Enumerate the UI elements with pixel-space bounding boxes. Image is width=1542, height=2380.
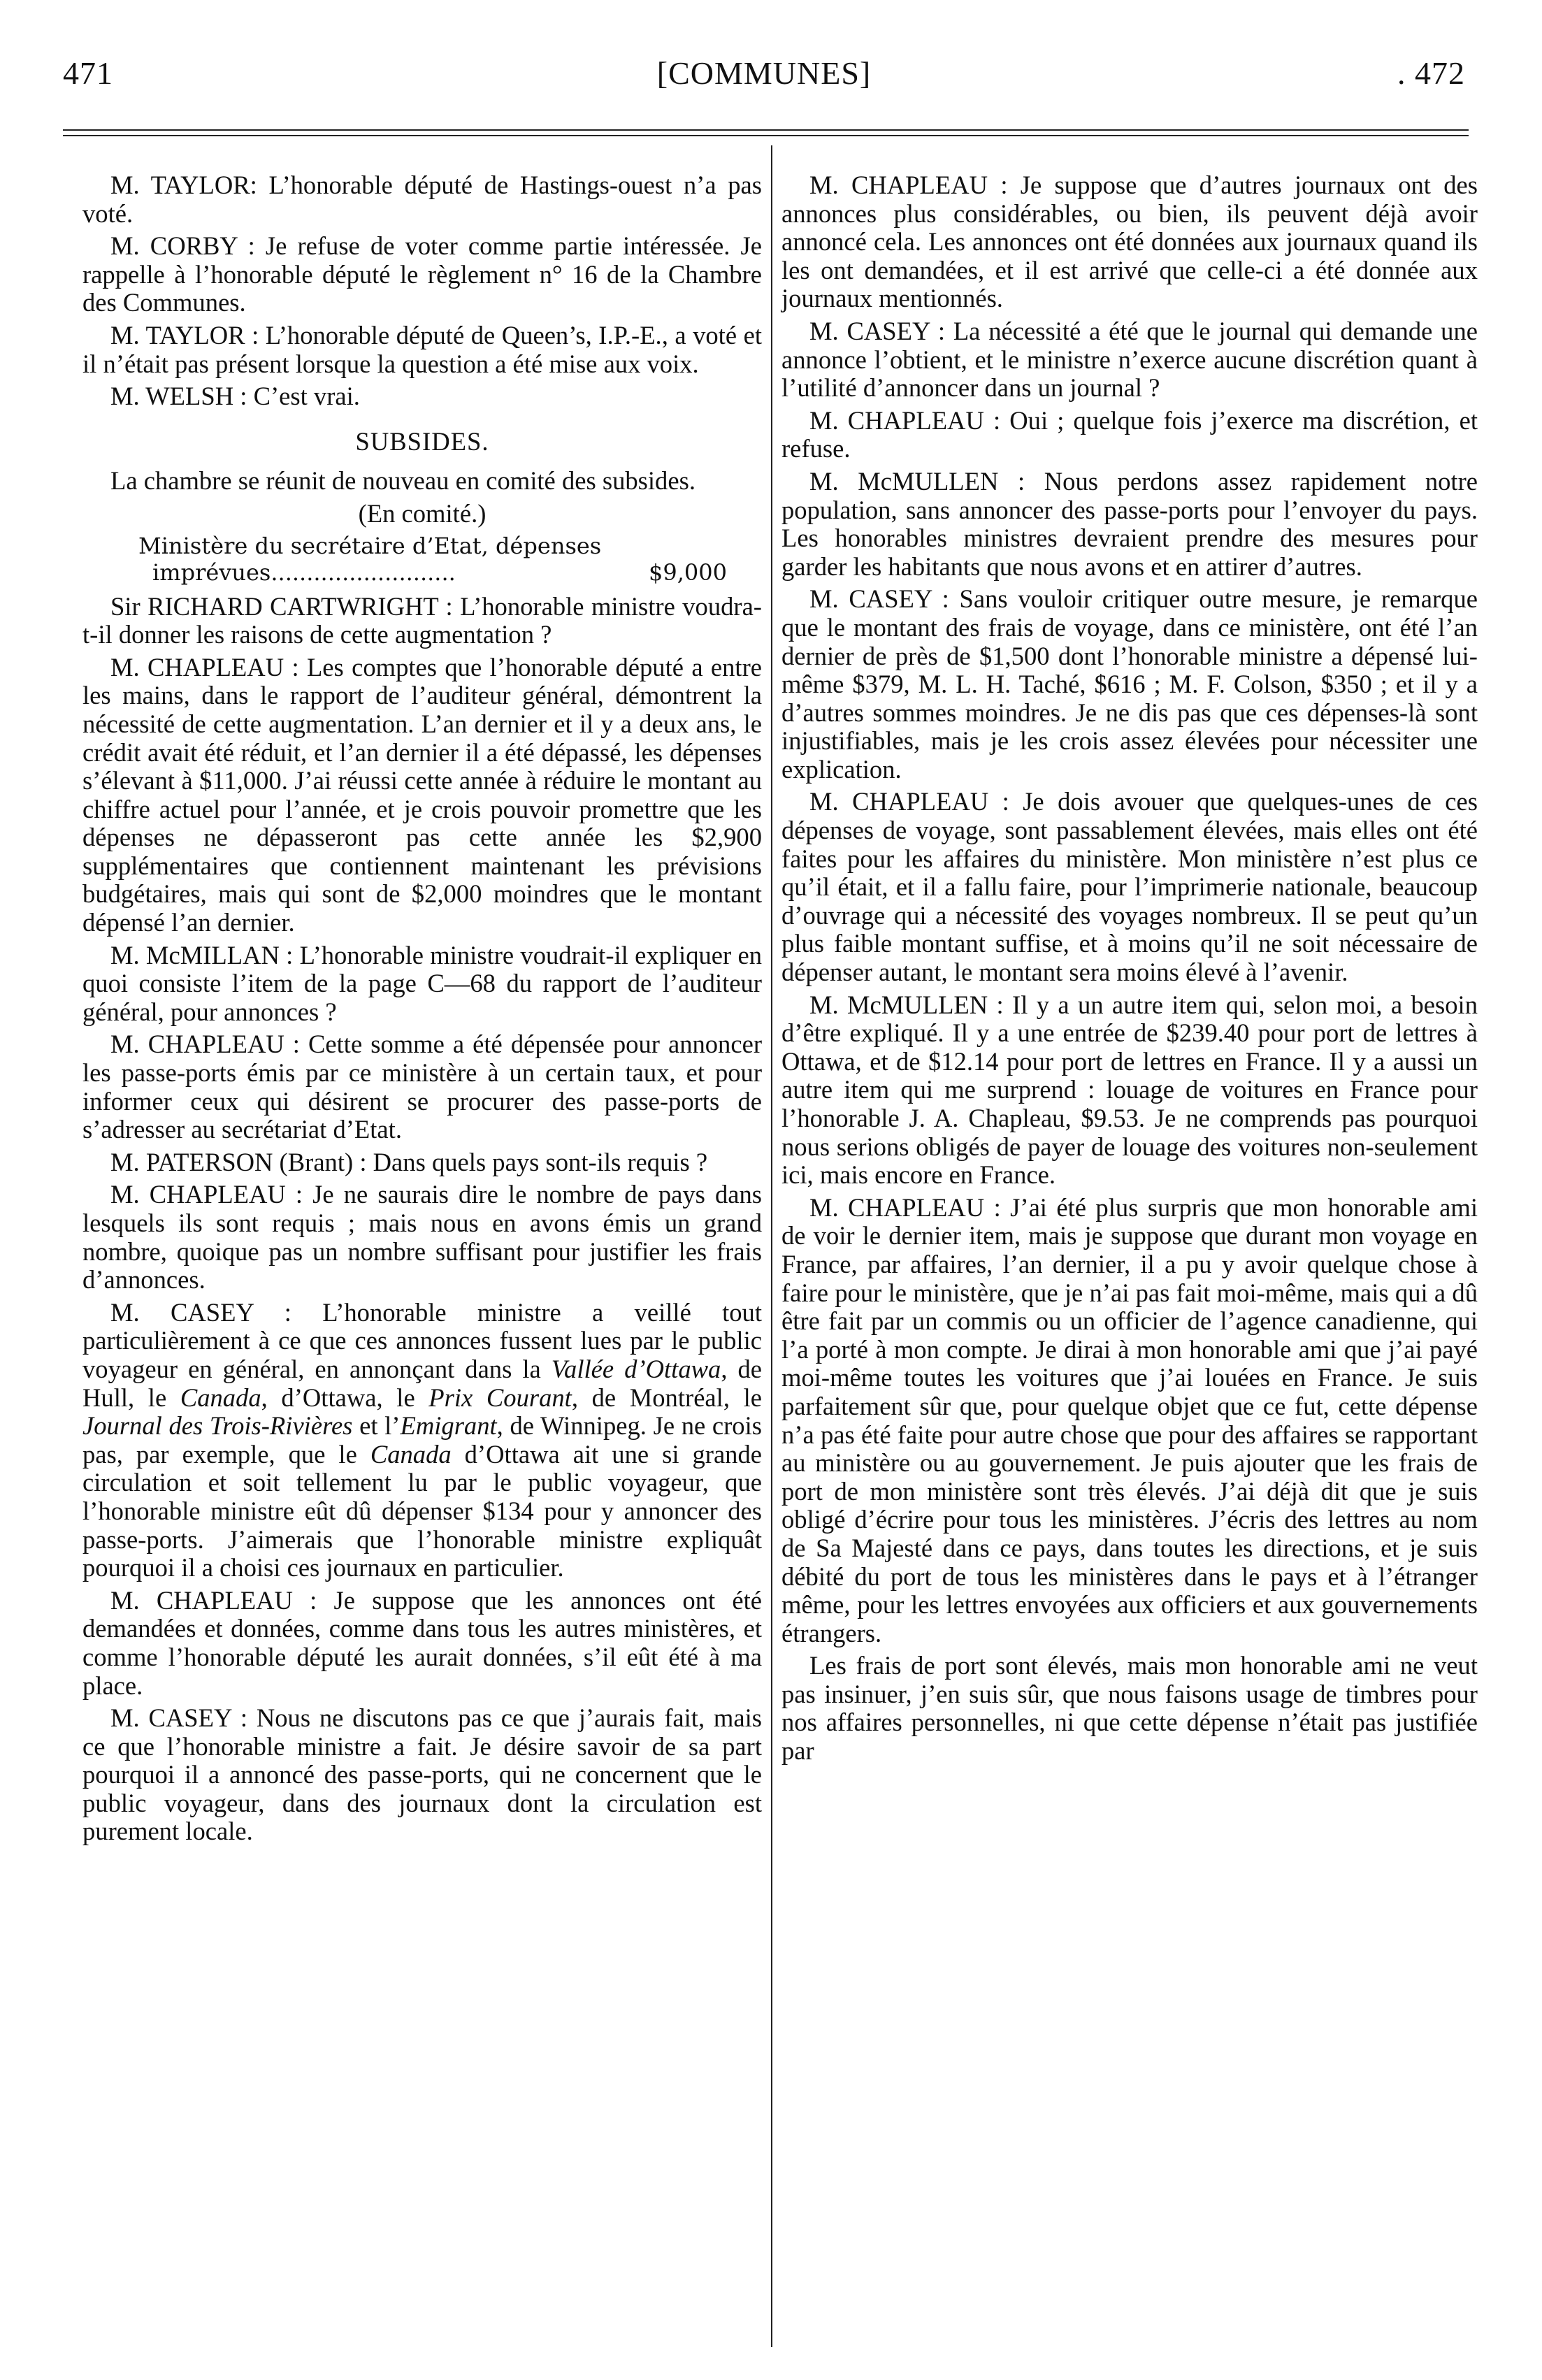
newspaper-title: Canada	[370, 1439, 452, 1469]
running-title: [COMMUNES]	[656, 55, 872, 91]
text-run: , de Hull, le	[82, 1354, 763, 1412]
budget-item-subtitle	[138, 559, 762, 586]
paragraph: M. McMULLEN : Nous perdons assez rapidement notre population, sans annoncer des passe-ports pour l’envoyer du pays. Les honorables ministres devraient prendre des mesures pour garder les habitants que nous avons et en attirer d’autres.	[781, 466, 1478, 581]
left-column	[82, 171, 762, 1850]
text-run: d’Ottawa ait une si grande circulation et soit tellement lu par le public voyageur, que l’honorable ministre eût dû dépenser $134 pour y annoncer des passe-ports. J’aimerais que l’honorable ministre expliquât pourquoi il a choisi ces journaux en particulier.	[82, 1439, 762, 1582]
paragraph: M. CHAPLEAU : Les comptes que l’honorable député a entre les mains, dans le rapport de l’auditeur général, démontrent la nécessité de cette augmentation. L’an dernier et il y a deux ans, le crédit avait été réduit, et l’an dernier il a été dépassé, les dépenses s’élevant à $11,000. J’ai réussi cette année à réduire le montant au chiffre actuel pour l’année, et je crois pouvoir promettre que les dépenses ne dépasseront pas cette année les $2,900 supplémentaires que contiennent maintenant les prévisions budgétaires, mais qui sont de $2,000 moindres que le montant dépensé l’an dernier.	[82, 652, 762, 937]
newspaper-title: Canada	[180, 1383, 261, 1412]
budget-item-title: Ministère du secrétaire d’Etat, dépenses	[138, 532, 602, 559]
newspaper-title: Vallée d’Ottawa	[551, 1354, 721, 1383]
text-run: M. CASEY : L’honorable ministre a veillé tout particulièrement à ce que ces annonces fussent lues par le public voyageur en général, en annonçant dans la	[82, 1297, 762, 1383]
committee-note: (En comité.)	[358, 498, 487, 528]
text-run: , d’Ottawa, le	[261, 1383, 429, 1412]
newspaper-title: Emigrant	[400, 1411, 497, 1441]
page-number-right: . 472	[1397, 55, 1465, 91]
paragraph: M. CHAPLEAU : J’ai été plus surpris que mon honorable ami de voir le dernier item, mais je suppose que durant mon voyage en France, par affaires, l’an dernier, il a pu y avoir quelque chose à faire pour le ministère, que je n’ai pas fait moi-même, mais qui a dû être fait par un commis ou un officier de l’agence canadienne, qui l’a porté à mon compte. Je dirai à mon honorable ami que j’ai payé moi-même toutes les voitures que j’ai louées en France. Je suis parfaitement sûr que, pour quelque objet que ce fut, cette dépense n’a pas été faite pour autre chose que pour des affaires se rapportant au ministère ou au gouvernement. Je puis ajouter que les frais de port de mon ministère sont très élevés. J’ai déjà dit que je suis obligé d’écrire pour tous les ministères. J’écris des lettres au nom de Sa Majesté dans ce pays, dans toutes les directions, et je suis débité du port de tous les ministères dans le pays et à l’étranger même, pour les lettres envoyées aux officiers et aux gouvernements étrangers.	[781, 1192, 1478, 1647]
text-run: , de Winnipeg. Je ne crois pas, par exemple, que le	[82, 1411, 762, 1469]
paragraph: M. PATERSON (Brant) : Dans quels pays sont-ils requis ?	[110, 1147, 708, 1176]
budget-item-label: imprévues..........................	[152, 558, 456, 586]
paragraph: M. CHAPLEAU : Je suppose que les annonces ont été demandées et données, comme dans tous les autres ministères, et comme l’honorable député les aurait données, s’il eût été à ma place.	[82, 1585, 762, 1700]
paragraph: M. CHAPLEAU : Je dois avouer que quelques-unes de ces dépenses de voyage, sont passablement élevées, mais elles ont été faites pour les affaires du ministère. Mon ministère n’est plus ce qu’il était, et il a fallu faire, pour l’imprimerie nationale, beaucoup d’ouvrage qui a nécessité des voyages nombreux. Il se peut qu’un plus faible montant suffise, et à moins qu’il ne soit nécessaire de dépenser autant, le montant sera moins élevé à l’avenir.	[781, 787, 1478, 987]
budget-item	[82, 533, 762, 586]
budget-item-amount: $9,000	[649, 558, 727, 586]
paragraph: Sir RICHARD CARTWRIGHT : L’honorable ministre voudra-t-il donner les raisons de cette augmentation ?	[82, 591, 762, 649]
paragraph: M. CASEY : Nous ne discutons pas ce que j’aurais fait, mais ce que l’honorable ministre a fait. Je désire savoir de sa part pourquoi il a annoncé des passe-ports, qui ne concernent que le public voyageur, dans des journaux dont la circulation est purement locale.	[82, 1703, 762, 1846]
paragraph: M. CORBY : Je refuse de voter comme partie intéressée. Je rappelle à l’honorable député le règlement n° 16 de la Chambre des Communes.	[82, 231, 762, 317]
paragraph	[82, 1299, 762, 1582]
paragraph: M. CHAPLEAU : Oui ; quelque fois j’exerce ma discrétion, et refuse.	[781, 405, 1478, 463]
page-header	[63, 55, 1465, 103]
page-number-left: 471	[63, 55, 113, 91]
paragraph: M. CHAPLEAU : Cette somme a été dépensée pour annoncer les passe-ports émis par ce ministère à un certain taux, et pour informer ceux qui désirent se procurer des passe-ports de s’adresser au secrétariat d’Etat.	[82, 1030, 762, 1144]
paragraph: M. CASEY : Sans vouloir critiquer outre mesure, je remarque que le montant des frais de voyage, dans ce ministère, ont été l’an dernier de près de $1,500 dont l’honorable ministre a dépensé lui-même $379, M. L. H. Taché, $616 ; M. F. Colson, $350 ; et il y a d’autres sommes moindres. Je ne dis pas que ces dépenses-là sont injustifiables, mais je les crois assez élevées pour nécessiter une explication.	[781, 584, 1478, 784]
paragraph: M. CHAPLEAU : Je suppose que d’autres journaux ont des annonces plus considérables, ou bien, ils peuvent déjà avoir annoncé cela. Les annonces ont été données aux journaux quand ils les ont demandées, et il est arrivé que celle-ci a été donnée aux journaux mentionnés.	[781, 171, 1478, 313]
header-rule-top	[63, 129, 1469, 131]
newspaper-title: Journal des Trois-Rivières	[82, 1411, 353, 1441]
paragraph: M. CHAPLEAU : Je ne saurais dire le nombre de pays dans lesquels ils sont requis ; mais nous en avons émis un grand nombre, quoique pas un nombre suffisant pour justifier les frais d’annonces.	[82, 1180, 762, 1294]
paragraph: La chambre se réunit de nouveau en comité des subsides.	[110, 466, 696, 496]
right-column	[781, 171, 1478, 1770]
paragraph: M. TAYLOR: L’honorable député de Hastings-ouest n’a pas voté.	[82, 171, 762, 228]
column-divider	[771, 145, 772, 2347]
paragraph: M. McMULLEN : Il y a un autre item qui, selon moi, a besoin d’être expliqué. Il y a une entrée de $239.40 pour port de lettres à Ottawa, et de $12.14 pour port de lettres en France. Il y a aussi un autre item qui me surprend : louage de voitures en France pour l’honorable J. A. Chapleau, $9.53. Je ne comprends pas pourquoi nous serions obligés de payer de louage des voitures non-seulement ici, mais encore en France.	[781, 990, 1478, 1190]
header-rule-bottom	[63, 135, 1469, 136]
paragraph: M. TAYLOR : L’honorable député de Queen’s, I.P.-E., a voté et il n’était pas présent lorsque la question a été mise aux voix.	[82, 320, 762, 378]
paragraph: M. WELSH : C’est vrai.	[110, 382, 360, 411]
paragraph: M. McMILLAN : L’honorable ministre voudrait-il expliquer en quoi consiste l’item de la page C—68 du rapport de l’auditeur général, pour annonces ?	[82, 940, 762, 1026]
text-run: , de Montréal, le	[571, 1383, 762, 1412]
paragraph: M. CASEY : La nécessité a été que le journal qui demande une annonce l’obtient, et le ministre n’exerce aucune discrétion quant à l’utilité d’annoncer dans un journal ?	[781, 316, 1478, 403]
text-run: et l’	[352, 1411, 401, 1441]
newspaper-title: Prix Courant	[428, 1383, 572, 1412]
section-heading: SUBSIDES.	[355, 426, 489, 456]
paragraph: Les frais de port sont élevés, mais mon honorable ami ne veut pas insinuer, j’en suis sûr, que nous faisons usage de timbres pour nos affaires personnelles, ni que cette dépense n’était pas justifiée par	[781, 1651, 1478, 1766]
